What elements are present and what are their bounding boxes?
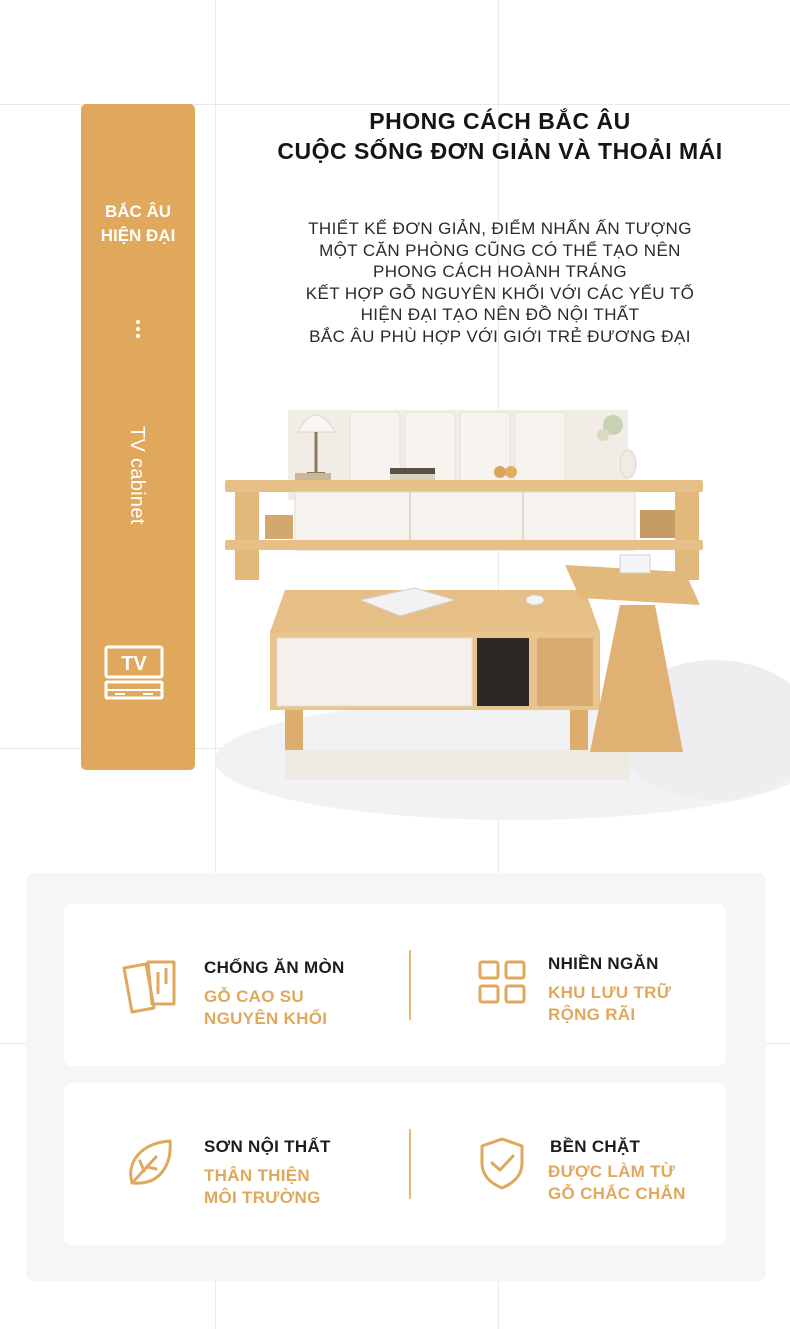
card-divider — [409, 1129, 411, 1199]
category-sidebar — [81, 104, 195, 770]
feature-card: SƠN NỘI THẤT THÂN THIỆN MÔI TRƯỜNG BỀN CHẶT ĐƯỢC LÀM TỪ GỖ CHẮC CHẮN — [64, 1083, 726, 1245]
sidebar-title: BẮC ÂU HIỆN ĐẠI — [100, 202, 176, 245]
vertical-dots-icon — [136, 320, 140, 341]
feature-card: CHỐNG ĂN MÒN GỖ CAO SU NGUYÊN KHỐI NHIỀN NGĂN KHU LƯU TRỮ RỘNG RÃI — [64, 904, 726, 1066]
svg-text:TV: TV — [121, 653, 147, 675]
grid-compartments-icon — [474, 954, 534, 1014]
tv-icon — [103, 644, 165, 702]
wood-planks-icon — [120, 954, 180, 1014]
leaf-icon — [120, 1133, 180, 1193]
page-headline: PHONG CÁCH BẮC ÂU CUỘC SỐNG ĐƠN GIẢN VÀ THOẢI MÁI — [277, 108, 723, 164]
description-text: THIẾT KẾ ĐƠN GIẢN, ĐIỂM NHẤN ẤN TƯỢNG MỘT CĂN PHÒNG CŨNG CÓ THỂ TẠO NÊN PHONG CÁCH HOÀNH TRÁNG KẾT HỢP GỖ NGUYÊN KHỐI VỚI CÁC YẾU TỐ HIỆN ĐẠI TẠO NÊN ĐỒ NỘI THẤT BẮC ÂU PHÙ HỢP VỚI GIỚI TRẺ ĐƯƠNG ĐẠI — [305, 219, 695, 346]
product-image — [215, 400, 790, 820]
shield-check-icon — [474, 1133, 534, 1193]
card-divider — [409, 950, 411, 1020]
sidebar-vertical-label: TV cabinet — [126, 426, 148, 525]
